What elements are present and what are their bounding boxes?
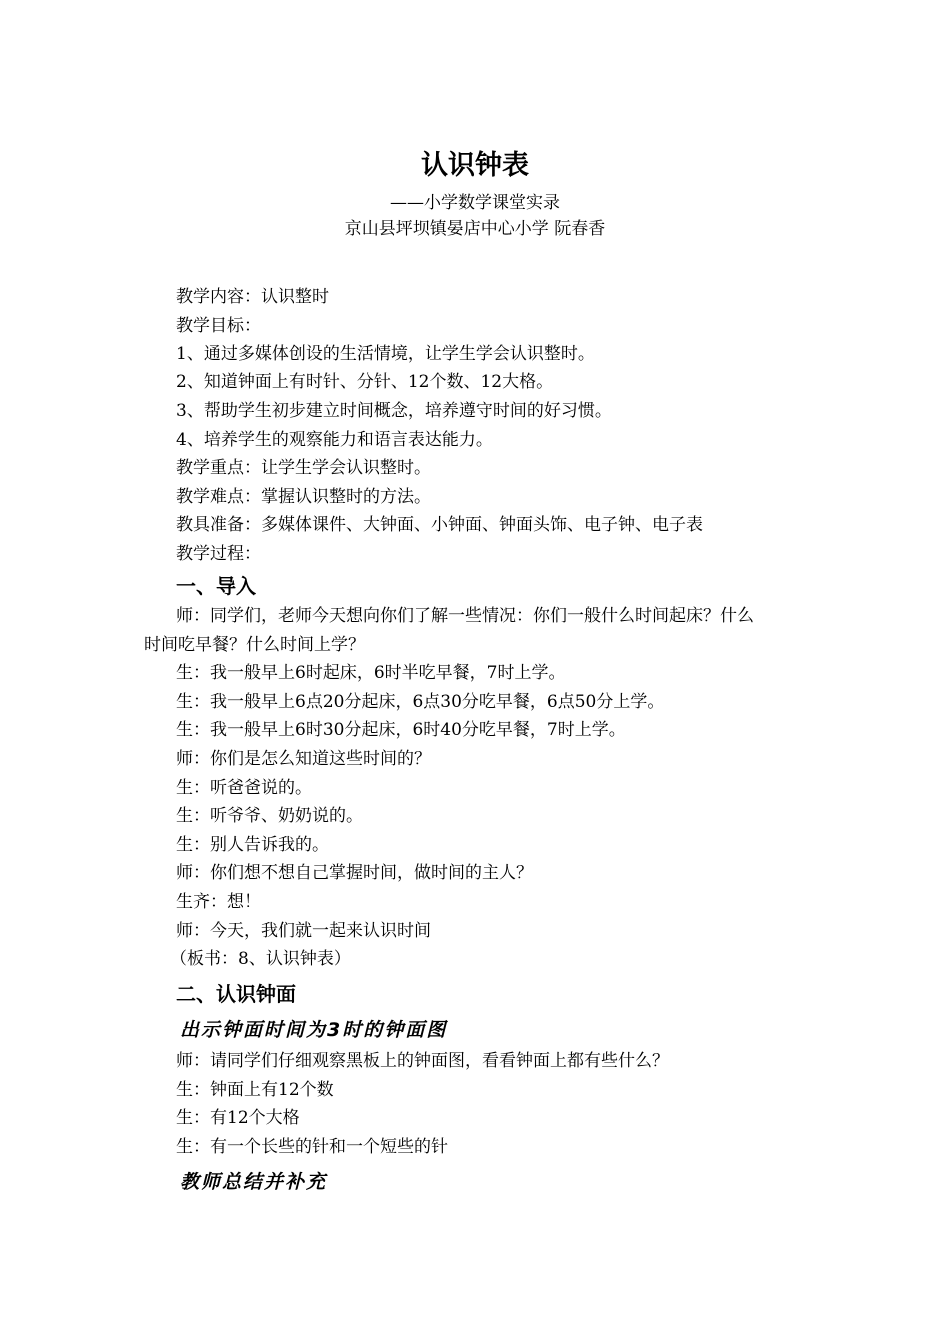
dialogue-line: 生：钟面上有12个数 bbox=[176, 1080, 334, 1100]
document-title: 认识钟表 bbox=[421, 150, 529, 181]
intro-line: 教学难点：掌握认识整时的方法。 bbox=[176, 487, 431, 507]
dialogue-line: 生齐：想！ bbox=[176, 892, 261, 912]
dialogue-line: 生：听爷爷、奶奶说的。 bbox=[176, 806, 363, 826]
intro-line: 2、知道钟面上有时针、分针、12个数、12大格。 bbox=[176, 372, 554, 392]
dialogue-line: 师：你们想不想自己掌握时间，做时间的主人？ bbox=[176, 863, 533, 883]
paragraph-line: 师：同学们，老师今天想向你们了解一些情况：你们一般什么时间起床？什么 bbox=[176, 606, 754, 626]
intro-line: 4、培养学生的观察能力和语言表达能力。 bbox=[176, 430, 493, 450]
document-subtitle: ——小学数学课堂实录 bbox=[390, 193, 560, 213]
intro-line: 教学内容：认识整时 bbox=[176, 287, 329, 307]
dialogue-line: 生：有一个长些的针和一个短些的针 bbox=[176, 1137, 448, 1157]
section-subheading: 出示钟面时间为3时的钟面图 bbox=[180, 1019, 448, 1041]
dialogue-line: 生：听爸爸说的。 bbox=[176, 778, 312, 798]
document-author: 京山县坪坝镇晏店中心小学 阮春香 bbox=[344, 219, 606, 239]
section-heading: 一、导入 bbox=[176, 574, 256, 598]
dialogue-line: 生：我一般早上6时30分起床，6时40分吃早餐，7时上学。 bbox=[176, 720, 626, 740]
board-note: （板书：8、认识钟表） bbox=[170, 949, 351, 969]
intro-line: 教学重点：让学生学会认识整时。 bbox=[176, 458, 431, 478]
dialogue-line: 师：今天，我们就一起来认识时间 bbox=[176, 921, 431, 941]
intro-line: 教具准备：多媒体课件、大钟面、小钟面、钟面头饰、电子钟、电子表 bbox=[176, 515, 703, 535]
dialogue-line: 生：有12个大格 bbox=[176, 1108, 300, 1128]
dialogue-line: 生：我一般早上6时起床，6时半吃早餐，7时上学。 bbox=[176, 663, 566, 683]
dialogue-line: 生：别人告诉我的。 bbox=[176, 835, 329, 855]
section-heading: 二、认识钟面 bbox=[176, 982, 296, 1006]
dialogue-line: 生：我一般早上6点20分起床，6点30分吃早餐，6点50分上学。 bbox=[176, 692, 665, 712]
paragraph-line: 时间吃早餐？什么时间上学？ bbox=[144, 635, 365, 655]
dialogue-line: 师：你们是怎么知道这些时间的？ bbox=[176, 749, 431, 769]
intro-line: 教学目标： bbox=[176, 316, 261, 336]
intro-line: 3、帮助学生初步建立时间概念，培养遵守时间的好习惯。 bbox=[176, 401, 612, 421]
intro-line: 1、通过多媒体创设的生活情境，让学生学会认识整时。 bbox=[176, 344, 595, 364]
intro-line: 教学过程： bbox=[176, 544, 261, 564]
section-subheading: 教师总结并补充 bbox=[180, 1171, 328, 1193]
dialogue-line: 师：请同学们仔细观察黑板上的钟面图，看看钟面上都有些什么？ bbox=[176, 1051, 669, 1071]
